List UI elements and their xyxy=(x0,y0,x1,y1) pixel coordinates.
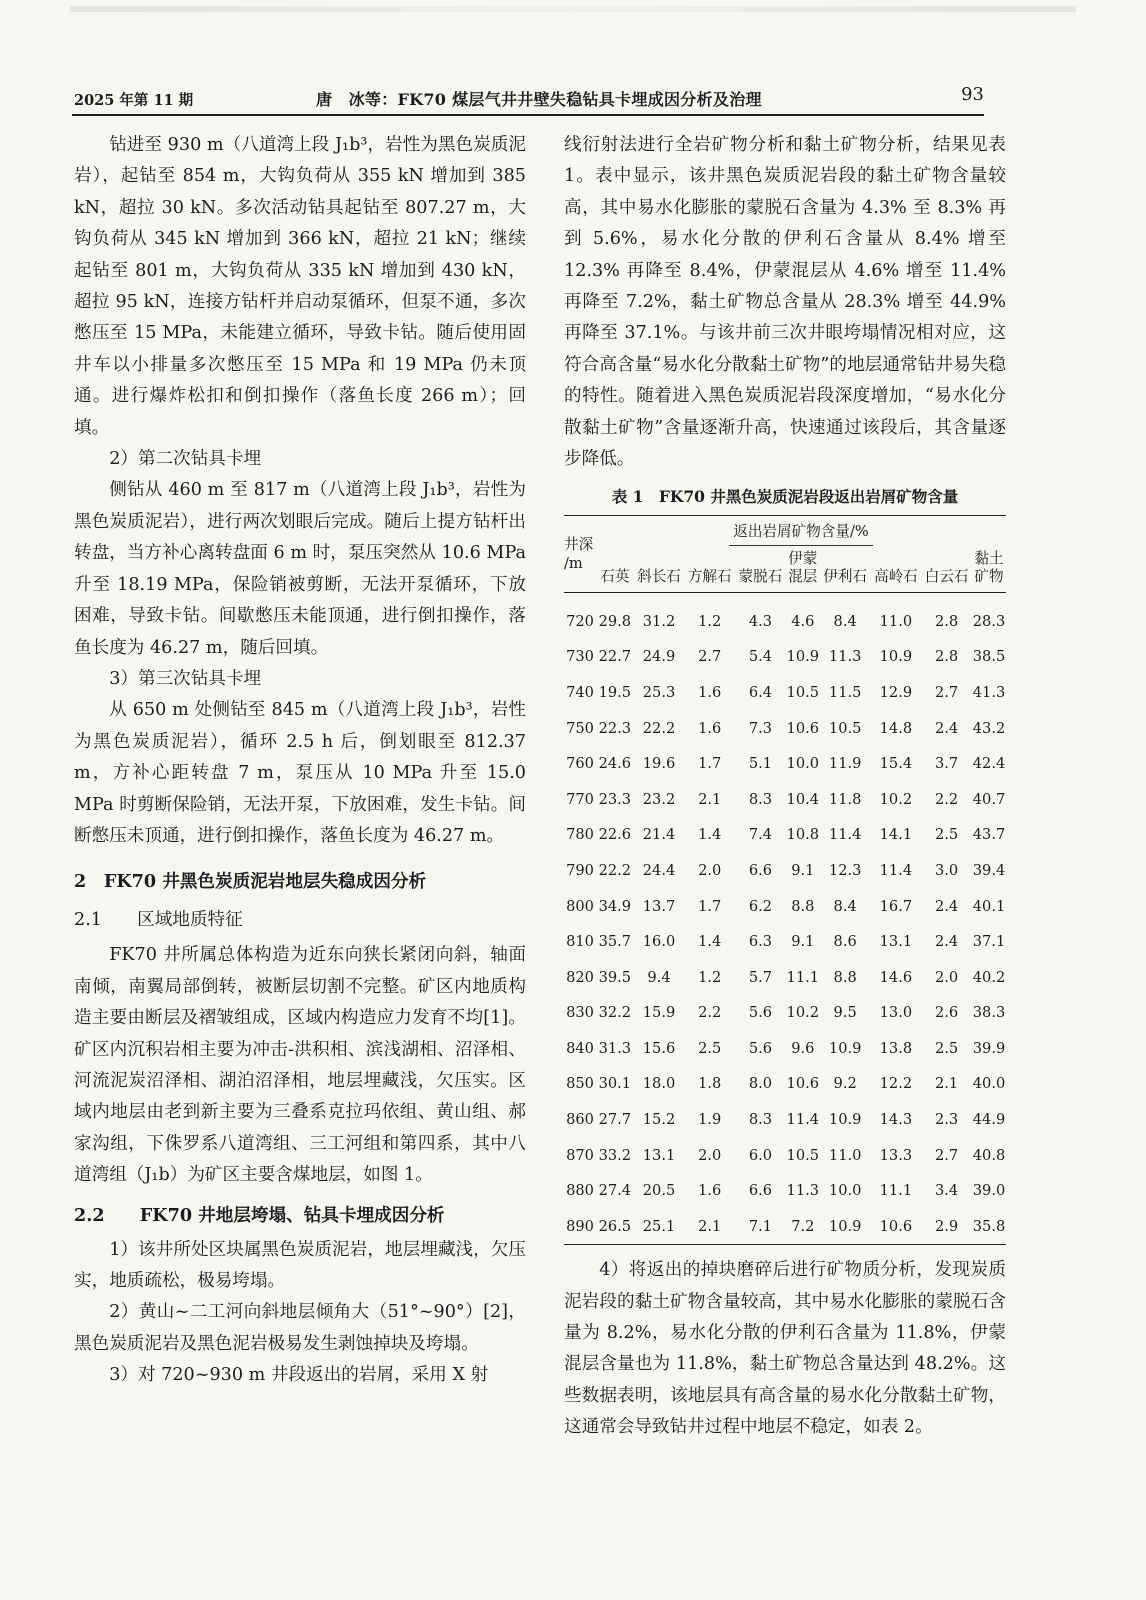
value-cell: 22.7 xyxy=(598,648,632,666)
depth-cell: 780 xyxy=(566,826,594,844)
depth-header-unit: /m xyxy=(564,555,583,573)
depth-column-header xyxy=(564,516,596,593)
value-cell: 7.2 xyxy=(791,1217,815,1235)
value-cell: 2.5 xyxy=(698,1039,722,1057)
mineral-content-table xyxy=(564,515,1006,1245)
value-cell: 13.1 xyxy=(879,933,913,951)
column-header-row xyxy=(564,550,1006,592)
value-cell: 2.7 xyxy=(935,1146,959,1164)
value-cell: 41.3 xyxy=(972,683,1006,701)
value-cell: 33.2 xyxy=(598,1146,632,1164)
paragraph-cause-2: 2）黄山~二工河向斜地层倾角大（51°~90°）[2]，黑色炭质泥岩及黑色泥岩极易发生剥蚀掉块及垮塌。 xyxy=(74,1302,526,1354)
value-cell: 10.4 xyxy=(786,790,820,808)
value-cell: 8.8 xyxy=(833,968,857,986)
value-cell: 18.0 xyxy=(642,1075,676,1093)
value-cell: 16.7 xyxy=(879,897,913,915)
table-row xyxy=(564,1173,1006,1209)
value-cell: 11.8 xyxy=(828,790,862,808)
value-cell: 12.3 xyxy=(828,861,862,879)
table-row xyxy=(564,639,1006,675)
table-row xyxy=(564,1066,1006,1102)
value-cell: 2.4 xyxy=(935,933,959,951)
value-cell: 29.8 xyxy=(598,612,632,630)
value-cell: 39.4 xyxy=(972,861,1006,879)
value-cell: 2.8 xyxy=(935,648,959,666)
value-cell: 12.9 xyxy=(879,683,913,701)
depth-cell: 770 xyxy=(566,790,594,808)
running-header xyxy=(74,84,984,110)
value-cell: 19.6 xyxy=(642,755,676,773)
value-cell: 6.6 xyxy=(748,1182,773,1200)
value-cell: 13.0 xyxy=(879,1004,913,1022)
value-cell: 10.9 xyxy=(786,648,820,666)
value-cell: 2.0 xyxy=(698,861,722,879)
value-cell: 24.4 xyxy=(642,861,676,879)
value-cell: 15.9 xyxy=(642,1004,676,1022)
value-cell: 10.8 xyxy=(786,826,820,844)
value-cell: 21.4 xyxy=(642,826,676,844)
value-cell: 2.2 xyxy=(698,1004,722,1022)
value-cell: 1.2 xyxy=(698,968,722,986)
value-cell: 44.9 xyxy=(972,1111,1006,1129)
depth-cell: 740 xyxy=(566,683,594,701)
value-cell: 10.2 xyxy=(786,1004,820,1022)
value-cell: 40.8 xyxy=(972,1146,1006,1164)
right-column xyxy=(564,130,1006,1444)
left-column xyxy=(74,130,526,1392)
value-cell: 2.1 xyxy=(935,1075,959,1093)
value-cell: 2.7 xyxy=(935,683,959,701)
subheading-third-stuck: 3）第三次钻具卡埋 xyxy=(109,668,262,689)
depth-cell: 840 xyxy=(566,1039,594,1057)
depth-cell: 820 xyxy=(566,968,594,986)
value-cell: 14.6 xyxy=(879,968,913,986)
value-cell: 24.6 xyxy=(598,755,632,773)
journal-issue: 2025 年第 11 期 xyxy=(74,92,194,109)
value-cell: 39.0 xyxy=(972,1182,1006,1200)
value-cell: 27.7 xyxy=(598,1111,632,1129)
value-cell: 13.7 xyxy=(642,897,676,915)
value-cell: 22.2 xyxy=(642,719,676,737)
value-cell: 2.3 xyxy=(935,1111,959,1129)
value-cell: 5.6 xyxy=(748,1039,773,1057)
depth-cell: 860 xyxy=(566,1111,594,1129)
value-cell: 42.4 xyxy=(972,755,1006,773)
depth-cell: 720 xyxy=(566,612,594,630)
value-cell: 11.1 xyxy=(786,968,820,986)
value-cell: 22.3 xyxy=(598,719,632,737)
value-cell: 9.1 xyxy=(791,933,815,951)
table-row xyxy=(564,853,1006,889)
depth-cell: 730 xyxy=(566,648,594,666)
value-cell: 11.0 xyxy=(879,612,913,630)
column-header: 伊蒙混层 xyxy=(788,550,818,586)
value-cell: 32.2 xyxy=(598,1004,632,1022)
column-header: 高岭石 xyxy=(873,568,918,586)
value-cell: 31.2 xyxy=(642,612,676,630)
value-cell: 40.0 xyxy=(972,1075,1006,1093)
paragraph-cause-1: 1）该井所处区块属黑色炭质泥岩，地层埋藏浅，欠压实，地质疏松，极易垮塌。 xyxy=(74,1239,526,1291)
column-header: 蒙脱石 xyxy=(738,568,783,586)
table-body xyxy=(564,593,1006,1245)
value-cell: 1.2 xyxy=(698,612,722,630)
column-header: 斜长石 xyxy=(637,568,681,586)
value-cell: 1.6 xyxy=(698,719,722,737)
value-cell: 4.3 xyxy=(748,612,773,630)
value-cell: 4.6 xyxy=(791,612,815,630)
value-cell: 8.6 xyxy=(833,933,857,951)
value-cell: 11.3 xyxy=(828,648,862,666)
value-cell: 14.8 xyxy=(879,719,913,737)
value-cell: 25.3 xyxy=(642,683,676,701)
value-cell: 1.4 xyxy=(698,826,722,844)
value-cell: 11.5 xyxy=(828,683,862,701)
value-cell: 10.9 xyxy=(828,1111,862,1129)
page-number: 93 xyxy=(961,84,984,105)
value-cell: 5.6 xyxy=(748,1004,773,1022)
column-header: 石英 xyxy=(600,568,630,586)
paragraph-xrd-results: 线衍射法进行全岩矿物分析和黏土矿物分析，结果见表 1。表中显示，该井黑色炭质泥岩段的黏土矿物含量较高，其中易水化膨胀的蒙脱石含量为 4.3% 至 8.3% 再到 5.6%，易水化分散的伊利石含量从 8.4% 增至 12.3% 再降至 8.4%，伊蒙混层从 4.6% 增至 11.4% 再降至 7.2%，黏土矿物总含量从 28.3% 增至 44.9% 再降至 37.1%。与该井前三次井眼垮塌情况相对应，这符合高含量“易水化分散黏土矿物”的地层通常钻井易失稳的特性。随着进入黑色炭质泥岩段深度增加，“易水化分散黏土矿物”含量逐渐升高，快速通过该段后，其含量逐步降低。 xyxy=(564,135,1006,470)
value-cell: 35.8 xyxy=(972,1217,1006,1235)
value-cell: 10.6 xyxy=(879,1217,913,1235)
value-cell: 10.5 xyxy=(786,1146,820,1164)
header-rule xyxy=(72,114,984,116)
value-cell: 2.4 xyxy=(935,897,959,915)
value-cell: 13.8 xyxy=(879,1039,913,1057)
value-cell: 9.5 xyxy=(833,1004,857,1022)
depth-cell: 850 xyxy=(566,1075,594,1093)
value-cell: 34.9 xyxy=(598,897,632,915)
value-cell: 38.5 xyxy=(972,648,1006,666)
value-cell: 11.4 xyxy=(828,826,862,844)
table-row xyxy=(564,1102,1006,1138)
value-cell: 5.4 xyxy=(748,648,773,666)
value-cell: 7.4 xyxy=(748,826,773,844)
value-cell: 2.1 xyxy=(698,790,722,808)
column-header: 方解石 xyxy=(687,568,732,586)
value-cell: 23.2 xyxy=(642,790,676,808)
value-cell: 2.0 xyxy=(935,968,959,986)
value-cell: 22.6 xyxy=(598,826,632,844)
value-cell: 10.9 xyxy=(879,648,913,666)
value-cell: 43.7 xyxy=(972,826,1006,844)
value-cell: 11.4 xyxy=(879,861,913,879)
table-row xyxy=(564,593,1006,639)
value-cell: 11.9 xyxy=(828,755,862,773)
value-cell: 6.6 xyxy=(748,861,773,879)
table-row xyxy=(564,995,1006,1031)
group-header-label: 返出岩屑矿物含量/% xyxy=(729,520,873,546)
depth-cell: 760 xyxy=(566,755,594,773)
value-cell: 10.5 xyxy=(786,683,820,701)
value-cell: 11.1 xyxy=(879,1182,913,1200)
value-cell: 9.6 xyxy=(791,1039,815,1057)
section-heading-2-1: 2.1 区域地质特征 xyxy=(74,910,243,931)
value-cell: 6.4 xyxy=(748,683,773,701)
paragraph-cause-3: 3）对 720~930 m 井段返出的岩屑，采用 X 射 xyxy=(109,1365,489,1386)
table-row xyxy=(564,1209,1006,1245)
value-cell: 26.5 xyxy=(598,1217,632,1235)
value-cell: 10.2 xyxy=(879,790,913,808)
depth-header-label: 井深 xyxy=(564,536,594,554)
value-cell: 35.7 xyxy=(598,933,632,951)
value-cell: 10.6 xyxy=(786,1075,820,1093)
value-cell: 11.0 xyxy=(828,1146,862,1164)
column-header: 伊利石 xyxy=(823,568,868,586)
value-cell: 31.3 xyxy=(598,1039,632,1057)
value-cell: 1.6 xyxy=(698,683,722,701)
value-cell: 1.6 xyxy=(698,1182,722,1200)
value-cell: 2.0 xyxy=(698,1146,722,1164)
value-cell: 30.1 xyxy=(598,1075,632,1093)
paragraph-first-stuck: 钻进至 930 m（八道湾上段 J₁b³，岩性为黑色炭质泥岩），起钻至 854 m，大钩负荷从 355 kN 增加到 385 kN，超拉 30 kN。多次活动钻具起钻至 807.27 m，大钩负荷从 345 kN 增加到 366 kN，超拉 21 kN；继续起钻至 801 m，大钩负荷从 335 kN 增加到 430 kN，超拉 95 kN，连接方钻杆并启动泵循环，但泵不通，多次憋压至 15 MPa，未能建立循环，导致卡钻。随后使用固井车以小排量多次憋压至 15 MPa 和 19 MPa 仍未顶通。进行爆炸松扣和倒扣操作（落鱼长度 266 m）；回填。 xyxy=(74,135,526,438)
value-cell: 10.9 xyxy=(828,1039,862,1057)
value-cell: 9.1 xyxy=(791,861,815,879)
value-cell: 23.3 xyxy=(598,790,632,808)
value-cell: 9.2 xyxy=(833,1075,857,1093)
depth-cell: 800 xyxy=(566,897,594,915)
depth-cell: 890 xyxy=(566,1217,594,1235)
value-cell: 3.7 xyxy=(935,755,959,773)
value-cell: 43.2 xyxy=(972,719,1006,737)
value-cell: 40.7 xyxy=(972,790,1006,808)
value-cell: 5.7 xyxy=(748,968,773,986)
value-cell: 2.7 xyxy=(698,648,722,666)
value-cell: 37.1 xyxy=(972,933,1006,951)
value-cell: 2.8 xyxy=(935,612,959,630)
value-cell: 2.5 xyxy=(935,826,959,844)
depth-cell: 810 xyxy=(566,933,594,951)
depth-cell: 790 xyxy=(566,861,594,879)
scan-edge-artifact xyxy=(70,6,1076,12)
value-cell: 3.4 xyxy=(935,1182,959,1200)
value-cell: 2.9 xyxy=(935,1217,959,1235)
value-cell: 39.5 xyxy=(598,968,632,986)
value-cell: 15.2 xyxy=(642,1111,676,1129)
value-cell: 2.2 xyxy=(935,790,959,808)
value-cell: 8.4 xyxy=(833,897,857,915)
paragraph-regional-geology: FK70 井所属总体构造为近东向狭长紧闭向斜，轴面南倾，南翼局部倒转，被断层切割不完整。矿区内地质构造主要由断层及褶皱组成，区域内构造应力发育不均[1]。矿区内沉积岩相主要为冲击-洪积相、滨浅湖相、沼泽相、河流泥炭沼泽相、湖泊沼泽相，地层埋藏浅，欠压实。区域内地层由老到新主要为三叠系克拉玛依组、黄山组、郝家沟组，下侏罗系八道湾组、三工河组和第四系，其中八道湾组（J₁b）为矿区主要含煤地层，如图 1。 xyxy=(74,945,526,1186)
value-cell: 8.4 xyxy=(833,612,857,630)
table-row xyxy=(564,710,1006,746)
value-cell: 14.1 xyxy=(879,826,913,844)
value-cell: 25.1 xyxy=(642,1217,676,1235)
value-cell: 40.2 xyxy=(972,968,1006,986)
group-header xyxy=(596,516,1006,551)
value-cell: 38.3 xyxy=(972,1004,1006,1022)
value-cell: 28.3 xyxy=(972,612,1006,630)
table-row xyxy=(564,888,1006,924)
table-row xyxy=(564,1031,1006,1067)
value-cell: 13.3 xyxy=(879,1146,913,1164)
value-cell: 8.3 xyxy=(748,1111,773,1129)
table-row xyxy=(564,675,1006,711)
table-row xyxy=(564,924,1006,960)
value-cell: 9.4 xyxy=(647,968,671,986)
section-heading-2: 2 FK70 井黑色炭质泥岩地层失稳成因分析 xyxy=(74,871,427,893)
value-cell: 2.1 xyxy=(698,1217,722,1235)
paragraph-cause-4: 4）将返出的掉块磨碎后进行矿物质分析，发现炭质泥岩段的黏土矿物含量较高，其中易水化膨胀的蒙脱石含量为 8.2%，易水化分散的伊利石含量为 11.8%，伊蒙混层含量也为 11.8%，黏土矿物总含量达到 48.2%。这些数据表明，该地层具有高含量的易水化分散黏土矿物，这通常会导致钻井过程中地层不稳定，如表 2。 xyxy=(564,1260,1006,1438)
value-cell: 10.6 xyxy=(786,719,820,737)
value-cell: 19.5 xyxy=(598,683,632,701)
value-cell: 16.0 xyxy=(642,933,676,951)
value-cell: 1.8 xyxy=(698,1075,722,1093)
value-cell: 5.1 xyxy=(748,755,773,773)
value-cell: 3.0 xyxy=(935,861,959,879)
depth-cell: 870 xyxy=(566,1146,594,1164)
value-cell: 27.4 xyxy=(598,1182,632,1200)
table-row xyxy=(564,781,1006,817)
value-cell: 20.5 xyxy=(642,1182,676,1200)
value-cell: 24.9 xyxy=(642,648,676,666)
value-cell: 10.9 xyxy=(828,1217,862,1235)
value-cell: 6.2 xyxy=(748,897,773,915)
depth-cell: 880 xyxy=(566,1182,594,1200)
subheading-second-stuck: 2）第二次钻具卡埋 xyxy=(109,449,262,470)
value-cell: 8.8 xyxy=(791,897,815,915)
value-cell: 2.5 xyxy=(935,1039,959,1057)
value-cell: 7.1 xyxy=(748,1217,773,1235)
paragraph-third-stuck: 从 650 m 处侧钻至 845 m（八道湾上段 J₁b³，岩性为黑色炭质泥岩），循环 2.5 h 后，倒划眼至 812.37 m，方补心距转盘 7 m，泵压从 10 MPa 升至 15.0 MPa 时剪断保险销，无法开泵，下放困难，发生卡钻。间断憋压未顶通，进行倒扣操作，落鱼长度为 46.27 m。 xyxy=(74,700,526,846)
depth-cell: 750 xyxy=(566,719,594,737)
table-caption: 表 1 FK70 井黑色炭质泥岩段返出岩屑矿物含量 xyxy=(611,487,959,507)
section-heading-2-2: 2.2 FK70 井地层垮塌、钻具卡埋成因分析 xyxy=(74,1204,445,1226)
value-cell: 1.4 xyxy=(698,933,722,951)
depth-cell: 830 xyxy=(566,1004,594,1022)
value-cell: 1.7 xyxy=(698,897,722,915)
table-row xyxy=(564,817,1006,853)
value-cell: 12.2 xyxy=(879,1075,913,1093)
value-cell: 11.3 xyxy=(786,1182,820,1200)
value-cell: 15.4 xyxy=(879,755,913,773)
column-header: 白云石 xyxy=(924,568,969,586)
value-cell: 11.4 xyxy=(786,1111,820,1129)
column-header: 黏土矿物 xyxy=(974,550,1004,586)
value-cell: 6.3 xyxy=(748,933,773,951)
value-cell: 8.0 xyxy=(748,1075,773,1093)
value-cell: 22.2 xyxy=(598,861,632,879)
paragraph-second-stuck: 侧钻从 460 m 至 817 m（八道湾上段 J₁b³，岩性为黑色炭质泥岩），进行两次划眼后完成。随后上提方钻杆出转盘，当方补心离转盘面 6 m 时，泵压突然从 10.6 MPa 升至 18.19 MPa，保险销被剪断，无法开泵循环，下放困难，导致卡钻。间歇憋压未能顶通，进行倒扣操作，落鱼长度为 46.27 m，随后回填。 xyxy=(74,480,526,658)
value-cell: 1.9 xyxy=(698,1111,722,1129)
value-cell: 2.6 xyxy=(935,1004,959,1022)
value-cell: 8.3 xyxy=(748,790,773,808)
table-row xyxy=(564,959,1006,995)
value-cell: 10.0 xyxy=(828,1182,862,1200)
table-row xyxy=(564,746,1006,782)
table-row xyxy=(564,1137,1006,1173)
running-title: 唐 冰等：FK70 煤层气井井壁失稳钻具卡埋成因分析及治理 xyxy=(316,90,762,109)
value-cell: 6.0 xyxy=(748,1146,773,1164)
value-cell: 10.0 xyxy=(786,755,820,773)
value-cell: 2.4 xyxy=(935,719,959,737)
value-cell: 15.6 xyxy=(642,1039,676,1057)
value-cell: 1.7 xyxy=(698,755,722,773)
value-cell: 39.9 xyxy=(972,1039,1006,1057)
value-cell: 13.1 xyxy=(642,1146,676,1164)
value-cell: 40.1 xyxy=(972,897,1006,915)
value-cell: 10.5 xyxy=(828,719,862,737)
value-cell: 14.3 xyxy=(879,1111,913,1129)
value-cell: 7.3 xyxy=(748,719,773,737)
